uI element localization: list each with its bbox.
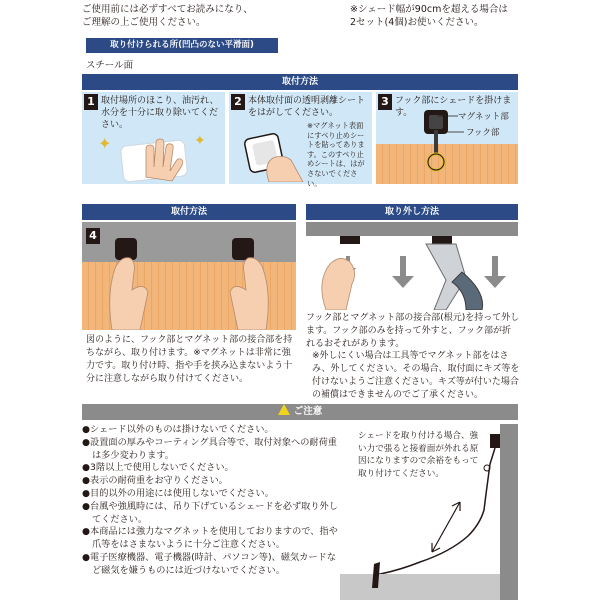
step-4-number: 4 [86,228,100,244]
surface-heading: 取り付けられる所(凹凸のない平滑面) [86,38,278,53]
caution-list [82,424,342,578]
step-2-text: 本体取付面の透明剥離シートをはがしてください。 [248,96,366,118]
caution-header-bar [82,404,518,420]
install-header: 取付方法 [82,74,518,90]
caution-item: ●台風や強風時には、吊り下げているシェードを必ず取り外してください。 [82,500,338,525]
install2-header: 取付方法 [82,204,296,220]
caution-item: ●3階以上で使用しないでください。 [82,462,234,474]
caution-item: ●設置面の厚みやコーティング具合等で、取付対象への耐荷重は多少変わります。 [82,436,337,461]
remove-text-1: フック部とマグネット部の接合部(根元)を持って外します。フック部のみを持って外すと、フック部が折れるおそれがあります。 [306,313,520,349]
intro-left-line1: ご使用前には必ずすべてお読みになり、 [82,4,253,15]
svg-text:✦: ✦ [98,134,112,153]
step-2-panel [229,92,372,188]
step-3-number: 3 [378,94,392,110]
remove-header: 取り外し方法 [306,204,518,220]
remove-panel [306,222,518,310]
remove-text-2: ※外しにくい場合は工具等でマグネット部をはさみ、外してください。その場合、取付面にキズ等を付けないようご注意ください。キズ等が付いた場合の補償はできませんのでご了承ください。 [312,351,520,400]
warning-icon [278,404,290,415]
intro-left-line2: ご理解の上ご使用ください。 [82,17,206,28]
intro-right-line1: ※シェード幅が90cmを超える場合は [350,4,508,15]
step-3-text: フック部にシェードを掛けます。 [395,96,512,118]
surface-value: スチール面 [86,60,134,71]
caution-figure-note: シェードを取り付ける場合、強い力で張ると接着面が外れる原因になりますので余裕をもって取り付けてください。 [358,431,479,479]
step-1-number: 1 [84,94,98,110]
svg-text:✦: ✦ [194,133,206,149]
caution-item: ●シェード以外のものは掛けないでください。 [82,424,274,435]
intro-right-line2: 2セット(4個)お使いください。 [350,17,484,28]
step-3-panel [376,92,518,184]
caution-item: ●本商品には強力なマグネットを使用しておりますので、指や爪等をはさまないように十分ご注意ください。 [82,526,338,551]
step-3-label-hook: フック部 [466,128,500,138]
caution-item: ●表示の耐荷重をお守りください。 [82,475,228,487]
step-1-panel [82,92,225,184]
step-4-hands-illustration [82,222,296,330]
remove-illustration [306,222,518,310]
step-1-text: 取付場所のほこり、油汚れ、水分を十分に取り除いてください。 [101,96,219,130]
intro-right [350,3,590,29]
caution-item: ●目的以外の用途には使用しないでください。 [82,487,274,499]
step-4-panel [82,222,296,330]
step-2-peel-illustration [233,124,305,182]
caution-header: ご注意 [293,406,323,417]
step-3-label-magnet: マグネット部 [458,112,509,122]
step-3-leader-lines [436,112,466,136]
step-1-hand-illustration [94,127,214,182]
step-4-text: 図のように、フック部とマグネット部の接合部を持ちながら、取り付けます。※マグネットは非常に強力です。取り付け時、指や手を挟み込まないよう十分に注意しながら取り付けてください。 [86,335,293,384]
caution-shade-illustration [340,424,518,600]
caution-item: ●電子医療機器、電子機器(時計、パソコン等)、磁気カードなど磁気を嫌うものには近づけないでください。 [82,551,336,576]
intro-left [82,3,312,29]
step-2-note: ※マグネット表面にすべり止めシートを貼ってあります。このすべり止めシートは、はがさないでください。 [307,121,365,188]
step-2-number: 2 [231,94,245,110]
